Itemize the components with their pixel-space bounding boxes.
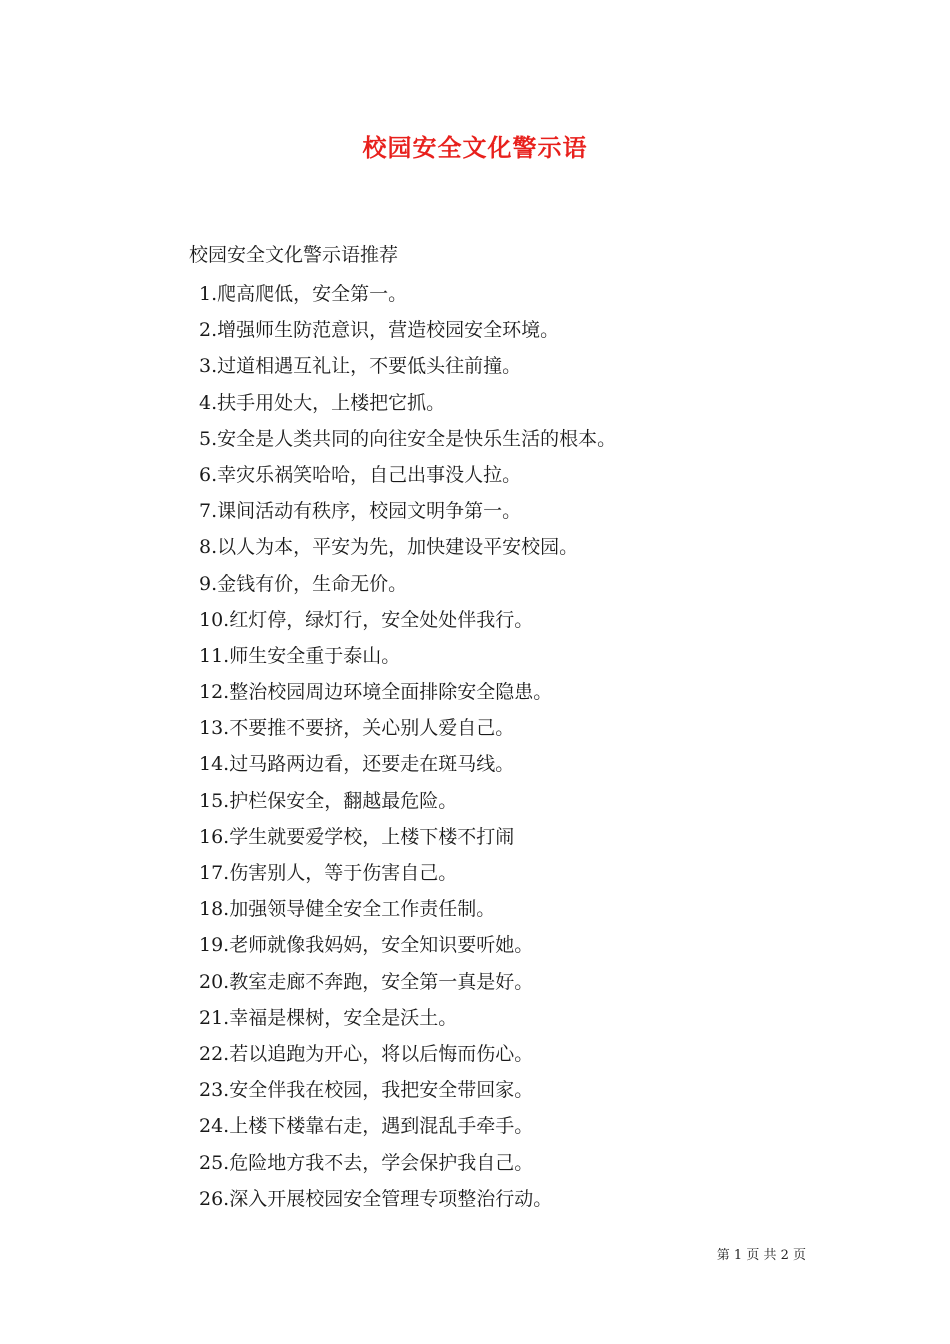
list-item: 7.课间活动有秩序，校园文明争第一。: [199, 500, 522, 523]
list-item: 13.不要推不要挤，关心别人爱自己。: [199, 717, 515, 740]
list-item: 2.增强师生防范意识，营造校园安全环境。: [199, 319, 560, 342]
list-item: 9.金钱有价，生命无价。: [199, 572, 408, 595]
list-item: 16.学生就要爱学校，上楼下楼不打闹: [199, 825, 515, 848]
list-item: 25.危险地方我不去，学会保护我自己。: [199, 1151, 534, 1174]
document-subtitle: 校园安全文化警示语推荐: [189, 244, 399, 266]
list-item: 10.红灯停，绿灯行，安全处处伴我行。: [199, 608, 534, 631]
list-item: 15.护栏保安全，翻越最危险。: [199, 789, 458, 812]
list-item: 11.师生安全重于泰山。: [199, 644, 401, 667]
list-item: 3.过道相遇互礼让，不要低头往前撞。: [199, 355, 522, 378]
list-item: 12.整治校园周边环境全面排除安全隐患。: [199, 681, 553, 704]
list-item: 6.幸灾乐祸笑哈哈，自己出事没人拉。: [199, 463, 522, 486]
list-item: 1.爬高爬低，安全第一。: [199, 283, 408, 305]
document-title: 校园安全文化警示语: [362, 133, 588, 162]
slogan-list: [199, 276, 616, 1217]
list-item: 18.加强领导健全安全工作责任制。: [199, 898, 496, 921]
list-item: 21.幸福是棵树，安全是沃土。: [199, 1006, 458, 1029]
list-item: 20.教室走廊不奔跑，安全第一真是好。: [199, 970, 534, 993]
list-item: 26.深入开展校园安全管理专项整治行动。: [199, 1187, 553, 1210]
list-item: 22.若以追跑为开心，将以后悔而伤心。: [199, 1042, 534, 1065]
list-item: 24.上楼下楼靠右走，遇到混乱手牵手。: [199, 1115, 534, 1138]
list-item: 19.老师就像我妈妈，安全知识要听她。: [199, 934, 534, 957]
list-item: 5.安全是人类共同的向往安全是快乐生活的根本。: [199, 427, 617, 450]
page-footer: 第 1 页 共 2 页: [716, 1248, 806, 1263]
list-item: 14.过马路两边看，还要走在斑马线。: [199, 753, 515, 776]
list-item: 4.扶手用处大，上楼把它抓。: [199, 391, 446, 414]
list-item: 17.伤害别人，等于伤害自己。: [199, 862, 458, 884]
list-item: 8.以人为本，平安为先，加快建设平安校园。: [199, 536, 579, 559]
list-item: 23.安全伴我在校园，我把安全带回家。: [199, 1079, 534, 1102]
